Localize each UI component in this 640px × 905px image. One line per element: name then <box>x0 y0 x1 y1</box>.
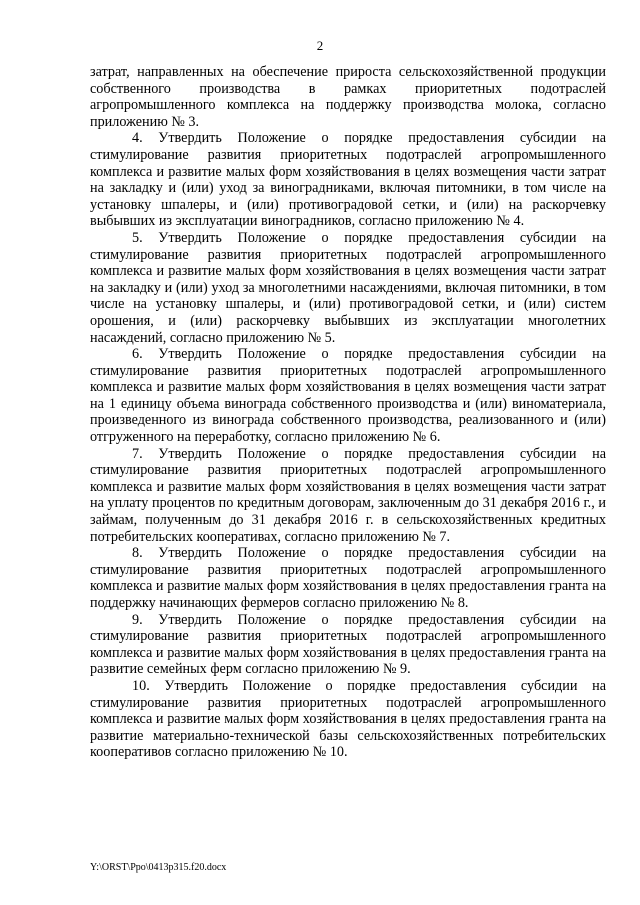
paragraph-item-4: 4. Утвердить Положение о порядке предоставления субсидии на стимулирование развития приоритетных подотраслей агропромышленного комплекса и развитие малых форм хозяйствования в целях возмещения части затрат на закладку и (или) уход за виноградниками, включая питомники, в том числе на установку шпалеры, и (или) противоградовой сетки, и (или) на раскорчевку выбывших из эксплуатации виноградников, согласно приложению № 4. <box>90 130 606 230</box>
paragraph-item-5: 5. Утвердить Положение о порядке предоставления субсидии на стимулирование развития приоритетных подотраслей агропромышленного комплекса и развитие малых форм хозяйствования в целях возмещения части затрат на закладку и (или) уход за многолетними насаждениями, включая питомники, в том числе на установку шпалеры, и (или) противоградовой сетки, и (или) систем орошения, и (или) раскорчевку выбывших из эксплуатации многолетних насаждений, согласно приложению № 5. <box>90 229 606 346</box>
paragraph-item-10: 10. Утвердить Положение о порядке предоставления субсидии на стимулирование развития приоритетных подотраслей агропромышленного комплекса и развитие малых форм хозяйствования в целях предоставления гранта на развитие материально-технической базы сельскохозяйственных потребительских кооперативов согласно приложению № 10. <box>90 677 606 761</box>
paragraph-continuation: затрат, направленных на обеспечение прироста сельскохозяйственной продукции собственного производства в рамках приоритетных подотраслей агропромышленного комплекса на поддержку производства молока, согласно приложению № 3. <box>90 64 606 130</box>
paragraph-item-6: 6. Утвердить Положение о порядке предоставления субсидии на стимулирование развития приоритетных подотраслей агропромышленного комплекса и развитие малых форм хозяйствования в целях возмещения части затрат на 1 единицу объема винограда собственного производства и (или) виноматериала, произведенного из винограда собственного производства, реализованного и (или) отгруженного на переработку, согласно приложению № 6. <box>90 346 606 446</box>
document-body <box>90 64 606 761</box>
footer-file-path: Y:\ORST\Ppo\0413p315.f20.docx <box>90 862 227 873</box>
page-number: 2 <box>316 38 324 53</box>
paragraph-item-9: 9. Утвердить Положение о порядке предоставления субсидии на стимулирование развития приоритетных подотраслей агропромышленного комплекса и развитие малых форм хозяйствования в целях предоставления гранта на развитие семейных ферм согласно приложению № 9. <box>90 611 606 678</box>
paragraph-item-8: 8. Утвердить Положение о порядке предоставления субсидии на стимулирование развития приоритетных подотраслей агропромышленного комплекса и развитие малых форм хозяйствования в целях предоставления гранта на поддержку начинающих фермеров согласно приложению № 8. <box>90 545 606 611</box>
paragraph-item-7: 7. Утвердить Положение о порядке предоставления субсидии на стимулирование развития приоритетных подотраслей агропромышленного комплекса и развитие малых форм хозяйствования в целях возмещения части затрат на уплату процентов по кредитным договорам, заключенным до 31 декабря 2016 г., и займам, полученным до 31 декабря 2016 г. в сельскохозяйственных кредитных потребительских кооперативах, согласно приложению № 7. <box>90 445 606 545</box>
